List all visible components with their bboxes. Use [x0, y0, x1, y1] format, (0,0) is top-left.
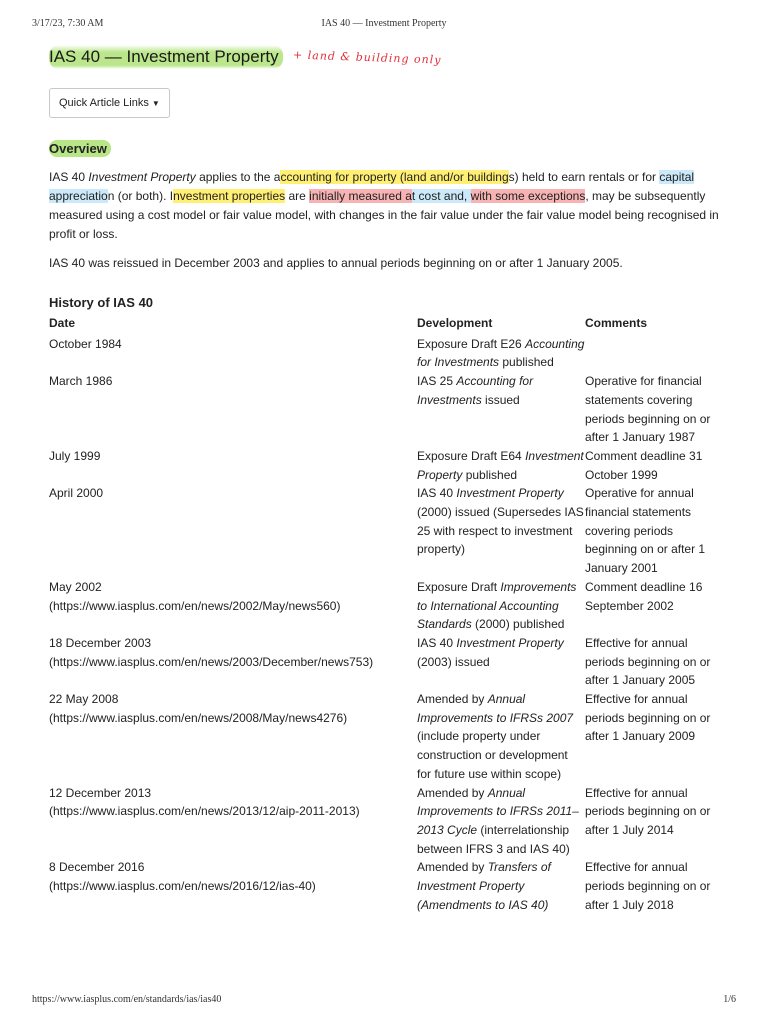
date-cell	[49, 372, 417, 447]
development-cell	[417, 784, 585, 859]
table-row	[49, 335, 725, 372]
date-cell	[49, 634, 417, 690]
table-row	[49, 447, 725, 484]
date: 12 December 2013	[49, 785, 152, 800]
highlight-yellow: nvestment properties	[173, 189, 286, 203]
table-row	[49, 372, 725, 447]
development-cell	[417, 690, 585, 784]
comments-cell: Effective for annual periods beginning on or after 1 January 2009	[585, 692, 711, 744]
column-header-development: Development	[417, 316, 493, 330]
news-link[interactable]: (https://www.iasplus.com/en/news/2002/May/news560)	[49, 598, 341, 613]
text-run: n (or both). I	[107, 189, 174, 203]
news-link[interactable]: (https://www.iasplus.com/en/news/2016/12/ias-40)	[49, 879, 316, 894]
development-title: Annual Improvements to IFRSs 2011–2013 Cycle	[417, 785, 579, 837]
quick-links-label: Quick Article Links	[59, 97, 149, 109]
news-link[interactable]: (https://www.iasplus.com/en/news/2013/12/aip-2011-2013)	[49, 804, 360, 819]
development-text: Amended by	[417, 785, 488, 800]
date-cell	[49, 484, 417, 578]
development-text: Amended by	[417, 692, 488, 707]
development-text: IAS 40	[417, 486, 457, 501]
comments-cell: Comment deadline 16 September 2002	[585, 579, 703, 613]
development-text: issued	[481, 392, 520, 407]
highlight-red: with some exceptions	[470, 189, 586, 203]
date-cell	[49, 578, 417, 634]
development-text: Exposure Draft E64	[417, 448, 526, 463]
development-text: (interrelationship between IFRS 3 and IAS 40)	[417, 822, 570, 856]
caret-down-icon: ▼	[151, 99, 160, 108]
development-text: (2003) issued	[417, 654, 490, 669]
development-cell	[417, 372, 585, 447]
column-header-comments: Comments	[585, 316, 648, 330]
text-run: IAS 40	[49, 170, 89, 184]
development-text: (2000) published	[471, 617, 565, 632]
date: 18 December 2003	[49, 635, 152, 650]
date-cell	[49, 784, 417, 859]
development-cell	[417, 484, 585, 578]
date: April 2000	[49, 486, 104, 501]
development-title: Accounting for Investments	[417, 336, 585, 370]
development-title: Investment Property	[456, 635, 564, 650]
development-title: Transfers of Investment Property (Amendments to IAS 40)	[417, 860, 551, 912]
table-row	[49, 484, 725, 578]
development-title: Improvements to International Accounting Standards	[417, 579, 577, 632]
comments-cell: Comment deadline 31 October 1999	[585, 448, 703, 482]
overview-heading: Overview	[49, 140, 111, 157]
development-title: Annual Improvements to IFRSs 2007	[417, 692, 574, 725]
standard-name: Investment Property	[88, 170, 196, 184]
development-cell	[417, 447, 585, 484]
date: October 1984	[49, 336, 122, 351]
print-url: https://www.iasplus.com/en/standards/ias/ias40	[32, 994, 222, 1005]
development-cell	[417, 634, 585, 690]
overview-paragraph-2: IAS 40 was reissued in December 2003 and applies to annual periods beginning on or after 1 January 2005.	[49, 256, 623, 270]
handwritten-annotation: + land & building only	[292, 47, 442, 67]
development-cell	[417, 335, 585, 372]
development-title: Investment Property	[417, 448, 584, 482]
development-title: Investment Property	[456, 486, 564, 501]
comments-cell: Effective for annual periods beginning on or after 1 January 2005	[585, 635, 711, 688]
date: July 1999	[49, 448, 101, 463]
development-cell	[417, 858, 585, 914]
text-run: s) held to earn rentals or for	[508, 170, 660, 184]
print-page-title: IAS 40 — Investment Property	[321, 18, 447, 29]
history-heading: History of IAS 40	[49, 295, 154, 310]
text-run: applies to the a	[195, 170, 281, 184]
date: March 1986	[49, 374, 113, 389]
date-cell	[49, 858, 417, 914]
news-link[interactable]: (https://www.iasplus.com/en/news/2008/May/news4276)	[49, 710, 348, 725]
date: May 2002	[49, 579, 102, 594]
date-cell	[49, 447, 417, 484]
news-link[interactable]: (https://www.iasplus.com/en/news/2003/December/news753)	[49, 654, 374, 669]
date-cell	[49, 335, 417, 372]
text-run: are	[285, 189, 310, 203]
quick-article-links-button[interactable]	[49, 88, 170, 118]
development-text: Exposure Draft E26	[417, 336, 526, 351]
comments-cell	[585, 335, 725, 372]
table-row	[49, 784, 725, 859]
development-text: published	[462, 467, 518, 482]
date-cell	[49, 690, 417, 784]
highlight-red: initially measured a	[309, 189, 412, 203]
table-row	[49, 690, 725, 784]
page-title: IAS 40 — Investment Property	[49, 45, 283, 69]
date: 22 May 2008	[49, 692, 119, 707]
date: 8 December 2016	[49, 860, 145, 875]
history-table	[49, 314, 725, 915]
highlight-yellow: ccounting for property (land and/or building	[280, 170, 509, 184]
comments-cell: Effective for annual periods beginning on or after 1 July 2018	[585, 860, 711, 912]
table-row	[49, 578, 725, 634]
highlight-blue: t cost and,	[411, 189, 471, 203]
highlight-blue: capital appreciatio	[49, 170, 695, 203]
development-text: IAS 40	[417, 635, 457, 650]
column-header-date: Date	[49, 316, 76, 330]
table-row	[49, 634, 725, 690]
print-page-number: 1/6	[723, 994, 736, 1005]
table-header-row	[49, 314, 725, 335]
overview-paragraph-1	[49, 168, 729, 244]
title-row	[49, 42, 729, 72]
text-run: , may be subsequently measured using a cost model or fair value model, with changes in the fair value under the fair value model being recognised in profit or loss.	[49, 189, 719, 241]
table-row	[49, 858, 725, 914]
development-text: (2000) issued (Supersedes IAS 25 with respect to investment property)	[417, 505, 584, 557]
comments-cell: Operative for annual financial statements covering periods beginning on or after 1 January 2001	[585, 486, 706, 576]
comments-cell: Effective for annual periods beginning on or after 1 July 2014	[585, 785, 711, 837]
development-text: Amended by	[417, 860, 488, 875]
development-text: Exposure Draft	[417, 579, 501, 594]
comments-cell: Operative for financial statements covering periods beginning on or after 1 January 1987	[585, 374, 711, 445]
development-text: IAS 25	[417, 374, 457, 389]
article	[49, 42, 729, 915]
development-title: Accounting for Investments	[417, 374, 534, 407]
development-text: (include property under construction or development for future use within scope)	[417, 729, 568, 781]
development-text: published	[499, 355, 554, 370]
print-datetime: 3/17/23, 7:30 AM	[32, 18, 104, 29]
development-cell	[417, 578, 585, 634]
